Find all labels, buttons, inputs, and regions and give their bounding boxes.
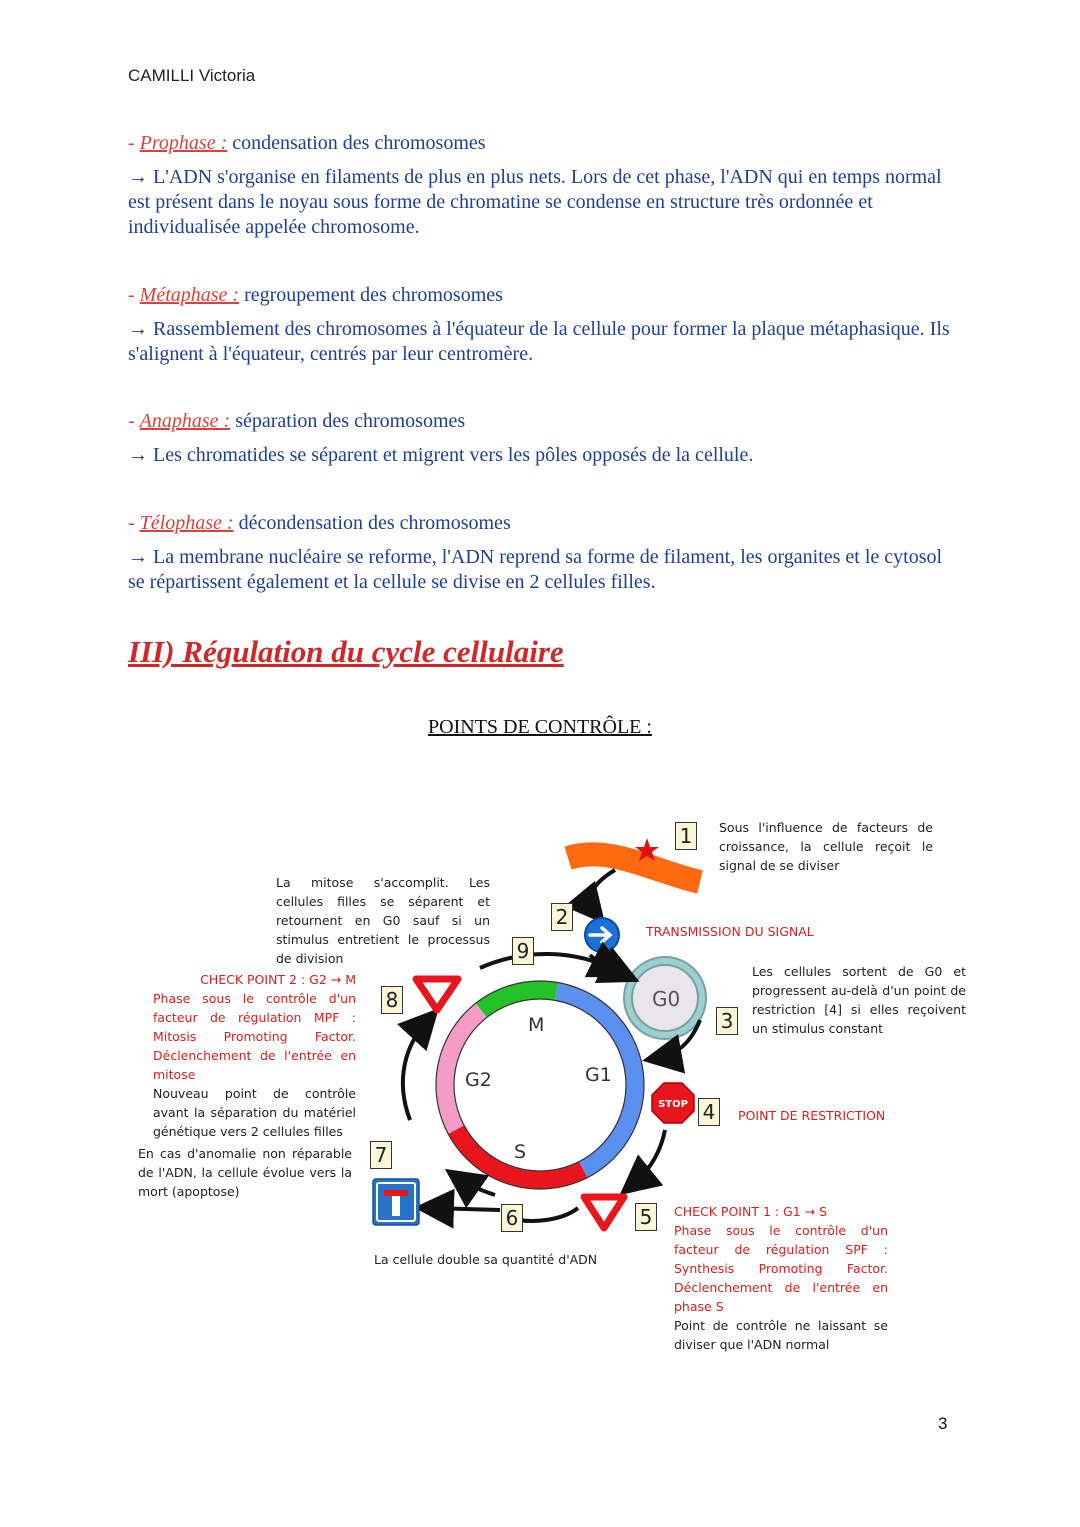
stop-sign-text: STOP bbox=[658, 1099, 688, 1110]
checkpoint-2-note: Nouveau point de contrôle avant la séparation du matériel génétique vers 2 cellules filles bbox=[153, 1086, 356, 1139]
step-2-box: 2 bbox=[551, 903, 573, 931]
phase-name: Anaphase : bbox=[139, 410, 231, 432]
phase-title: regroupement des chromosomes bbox=[239, 284, 503, 306]
label-restriction-point: POINT DE RESTRICTION bbox=[738, 1108, 886, 1123]
phase-dash: - bbox=[128, 132, 140, 154]
step-5-box: 5 bbox=[635, 1203, 657, 1231]
note-growth-factors: Sous l'influence de facteurs de croissance, la cellule reçoit le signal de se diviser bbox=[719, 820, 933, 873]
phase-description: → L'ADN s'organise en filaments de plus en plus nets. Lors de cet phase, l'ADN qui en temps normal est présent dans le noyau sous forme de chromatine se condense en structure très ordonnée et individualisée appelée chromosome. bbox=[128, 166, 942, 238]
note-exit-g0: Les cellules sortent de G0 et progressent au-delà d'un point de restriction [4] si elles reçoivent un stimulus constant bbox=[752, 964, 966, 1036]
step-1-box: 1 bbox=[675, 822, 697, 850]
label-m: M bbox=[528, 1014, 545, 1036]
note-checkpoint-2 bbox=[153, 970, 356, 1141]
label-g2: G2 bbox=[465, 1069, 492, 1091]
label-g1: G1 bbox=[585, 1064, 612, 1086]
phase-name: Prophase : bbox=[139, 132, 228, 154]
phase-description: → Les chromatides se séparent et migrent vers les pôles opposés de la cellule. bbox=[128, 444, 754, 466]
step-8-box: 8 bbox=[381, 986, 403, 1014]
signal-arrow bbox=[590, 870, 615, 912]
note-apoptosis: En cas d'anomalie non réparable de l'ADN, la cellule évolue vers la mort (apoptose) bbox=[138, 1146, 352, 1199]
label-s: S bbox=[514, 1141, 527, 1163]
phase-description: → La membrane nucléaire se reforme, l'ADN reprend sa forme de filament, les organites et le cytosol se répartissent également et la cellule se divise en 2 cellules filles. bbox=[128, 546, 943, 593]
stop-sign-icon bbox=[652, 1083, 694, 1123]
author-name: CAMILLI Victoria bbox=[128, 66, 256, 85]
phase-title: décondensation des chromosomes bbox=[233, 512, 511, 534]
phase-name: Télophase : bbox=[139, 512, 234, 534]
note-mitosis: La mitose s'accomplit. Les cellules filles se séparent et retournent en G0 sauf si un stimulus entretient le processus de division bbox=[276, 875, 490, 966]
arrow-to-apoptosis-2 bbox=[458, 1178, 495, 1195]
phase-title: séparation des chromosomes bbox=[230, 410, 466, 432]
checkpoint-1-yield-icon bbox=[584, 1197, 624, 1228]
phase-dash: - bbox=[128, 284, 140, 306]
phase-dash: - bbox=[128, 410, 140, 432]
phase-name: Métaphase : bbox=[139, 284, 240, 306]
diagram-title: POINTS DE CONTRÔLE : bbox=[428, 716, 652, 738]
label-g0: G0 bbox=[652, 987, 681, 1011]
checkpoint-2-desc: Phase sous le contrôle d'un facteur de régulation MPF : Mitosis Promoting Factor. Déclenchement de l'entrée en mitose bbox=[153, 991, 356, 1082]
section-heading: III) Régulation du cycle cellulaire bbox=[128, 634, 564, 669]
checkpoint-1-desc: Phase sous le contrôle d'un facteur de régulation SPF : Synthesis Promoting Factor. Déclenchement de l'entrée en phase S bbox=[674, 1223, 888, 1314]
step-9-box: 9 bbox=[512, 937, 534, 965]
phase-description: → Rassemblement des chromosomes à l'équateur de la cellule pour former la plaque métaphasique. Ils s'alignent à l'équateur, centrés par leur centromère. bbox=[128, 318, 950, 365]
checkpoint-1-note: Point de contrôle ne laissant se diviser que l'ADN normal bbox=[674, 1318, 888, 1352]
step-7-box: 7 bbox=[370, 1141, 392, 1169]
note-dna-doubling: La cellule double sa quantité d'ADN bbox=[374, 1252, 598, 1267]
step-4-box: 4 bbox=[698, 1098, 720, 1126]
dead-end-sign-icon bbox=[373, 1179, 419, 1225]
checkpoint-2-yield-icon bbox=[416, 979, 458, 1010]
phase-title: condensation des chromosomes bbox=[227, 132, 486, 154]
step-3-box: 3 bbox=[716, 1007, 738, 1035]
page-number: 3 bbox=[938, 1414, 948, 1433]
arrow-m-to-g0 bbox=[480, 954, 615, 970]
checkpoint-2-title: CHECK POINT 2 : G2 → M bbox=[200, 972, 356, 987]
arrow-cp1-to-s bbox=[520, 1208, 578, 1221]
step-6-box: 6 bbox=[501, 1204, 523, 1232]
arrow-g2-to-cp2 bbox=[403, 1020, 428, 1120]
label-signal-transmission: TRANSMISSION DU SIGNAL bbox=[646, 924, 814, 939]
note-checkpoint-1 bbox=[674, 1202, 888, 1354]
checkpoint-1-title: CHECK POINT 1 : G1 → S bbox=[674, 1204, 828, 1219]
signal-transmission-icon bbox=[585, 918, 619, 952]
phase-dash: - bbox=[128, 512, 140, 534]
arrow-to-apoptosis bbox=[430, 1208, 500, 1210]
arrow-restriction-to-cp1 bbox=[632, 1130, 665, 1185]
growth-factor-band bbox=[568, 854, 700, 882]
g0-cell bbox=[624, 957, 706, 1039]
